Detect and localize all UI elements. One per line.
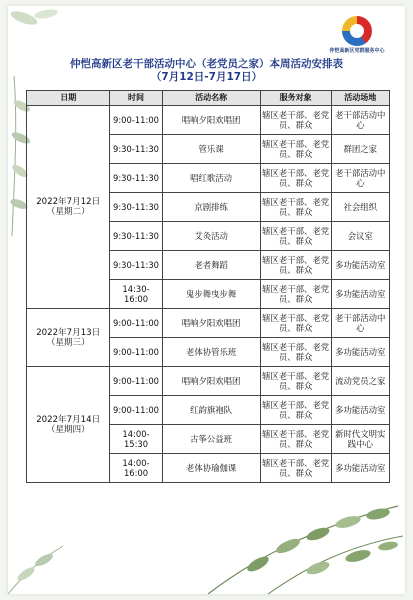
time-cell: 9:30-11:30 — [110, 193, 162, 222]
header-date: 日期 — [27, 91, 110, 106]
activity-cell: 管乐课 — [162, 135, 260, 164]
time-cell: 9:00-11:00 — [110, 367, 162, 396]
activity-cell: 艾灸活动 — [162, 222, 260, 251]
time-cell: 9:00-11:00 — [110, 309, 162, 338]
header-audience: 服务对象 — [260, 91, 331, 106]
venue-cell: 新时代文明实践中心 — [331, 425, 389, 454]
venue-cell: 多功能活动室 — [331, 338, 389, 367]
time-cell: 9:00-11:00 — [110, 396, 162, 425]
weekday-text: （星期二） — [46, 207, 90, 217]
time-cell: 9:30-11:30 — [110, 222, 162, 251]
time-cell: 14:00-16:00 — [110, 454, 162, 483]
page-title — [8, 58, 405, 84]
activity-cell: 红韵旗袍队 — [162, 396, 260, 425]
header-venue: 活动场地 — [331, 91, 389, 106]
title-line-2: （7月12日-7月17日） — [150, 71, 263, 83]
date-text: 2022年7月12日 — [36, 197, 101, 207]
time-cell: 9:30-11:30 — [110, 135, 162, 164]
leaf-decoration-bottom-right-icon — [198, 476, 405, 594]
weekday-text: （星期三） — [46, 337, 90, 348]
venue-cell: 群团之家 — [331, 135, 389, 164]
logo — [323, 16, 391, 54]
audience-cell: 辖区老干部、老党员、群众 — [260, 425, 331, 454]
activity-cell: 老体协瑜伽课 — [162, 454, 260, 483]
venue-cell: 会议室 — [331, 222, 389, 251]
venue-cell: 多功能活动室 — [331, 454, 389, 483]
activity-cell: 唱红歌活动 — [162, 164, 260, 193]
audience-cell: 辖区老干部、老党员、群众 — [260, 135, 331, 164]
date-text: 2022年7月14日 — [36, 414, 101, 425]
time-cell: 14:00-15:30 — [110, 425, 162, 454]
audience-cell: 辖区老干部、老党员、群众 — [260, 193, 331, 222]
schedule-card — [8, 6, 405, 594]
header-activity: 活动名称 — [162, 91, 260, 106]
time-cell: 9:00-11:00 — [110, 338, 162, 367]
leaf-decoration-bottom-left-icon — [8, 526, 68, 594]
audience-cell: 辖区老干部、老党员、群众 — [260, 338, 331, 367]
party-service-logo-icon — [342, 16, 372, 46]
date-cell — [27, 367, 110, 483]
table-row — [27, 309, 390, 338]
activity-cell: 鬼步舞曳步舞 — [162, 280, 260, 309]
venue-cell: 社会组织 — [331, 193, 389, 222]
venue-cell: 多功能活动室 — [331, 251, 389, 280]
audience-cell: 辖区老干部、老党员、群众 — [260, 454, 331, 483]
table-row — [27, 106, 390, 135]
table-header-row — [27, 91, 390, 106]
table-row — [27, 367, 390, 396]
date-text: 2022年7月13日 — [36, 327, 101, 338]
audience-cell: 辖区老干部、老党员、群众 — [260, 280, 331, 309]
time-cell: 14:30-16:00 — [110, 280, 162, 309]
venue-cell: 多功能活动室 — [331, 396, 389, 425]
venue-cell: 多功能活动室 — [331, 280, 389, 309]
leaf-decoration-top-left-icon — [8, 6, 68, 46]
activity-cell: 唱响夕阳欢唱团 — [162, 106, 260, 135]
audience-cell: 辖区老干部、老党员、群众 — [260, 222, 331, 251]
date-cell — [27, 309, 110, 367]
audience-cell: 辖区老干部、老党员、群众 — [260, 367, 331, 396]
venue-cell: 流动党员之家 — [331, 367, 389, 396]
weekday-text: （星期四） — [46, 424, 90, 435]
time-cell: 9:30-11:30 — [110, 164, 162, 193]
title-line-1: 仲恺高新区老干部活动中心（老党员之家）本周活动安排表 — [70, 58, 343, 70]
activity-cell: 京剧排练 — [162, 193, 260, 222]
audience-cell: 辖区老干部、老党员、群众 — [260, 396, 331, 425]
venue-cell: 老干部活动中心 — [331, 106, 389, 135]
schedule-table — [26, 90, 390, 483]
audience-cell: 辖区老干部、老党员、群众 — [260, 251, 331, 280]
activity-cell: 唱响夕阳欢唱团 — [162, 309, 260, 338]
venue-cell: 老干部活动中心 — [331, 164, 389, 193]
venue-cell: 老干部活动中心 — [331, 309, 389, 338]
time-cell: 9:30-11:30 — [110, 251, 162, 280]
time-cell: 9:00-11:00 — [110, 106, 162, 135]
activity-cell: 唱响夕阳欢唱团 — [162, 367, 260, 396]
activity-cell: 老体协管乐班 — [162, 338, 260, 367]
header-time: 时间 — [110, 91, 162, 106]
logo-text: 仲恺高新区党群服务中心 — [329, 48, 385, 54]
audience-cell: 辖区老干部、老党员、群众 — [260, 309, 331, 338]
activity-cell: 古筝公益班 — [162, 425, 260, 454]
date-cell — [27, 106, 110, 309]
audience-cell: 辖区老干部、老党员、群众 — [260, 164, 331, 193]
audience-cell: 辖区老干部、老党员、群众 — [260, 106, 331, 135]
activity-cell: 老者舞蹈 — [162, 251, 260, 280]
